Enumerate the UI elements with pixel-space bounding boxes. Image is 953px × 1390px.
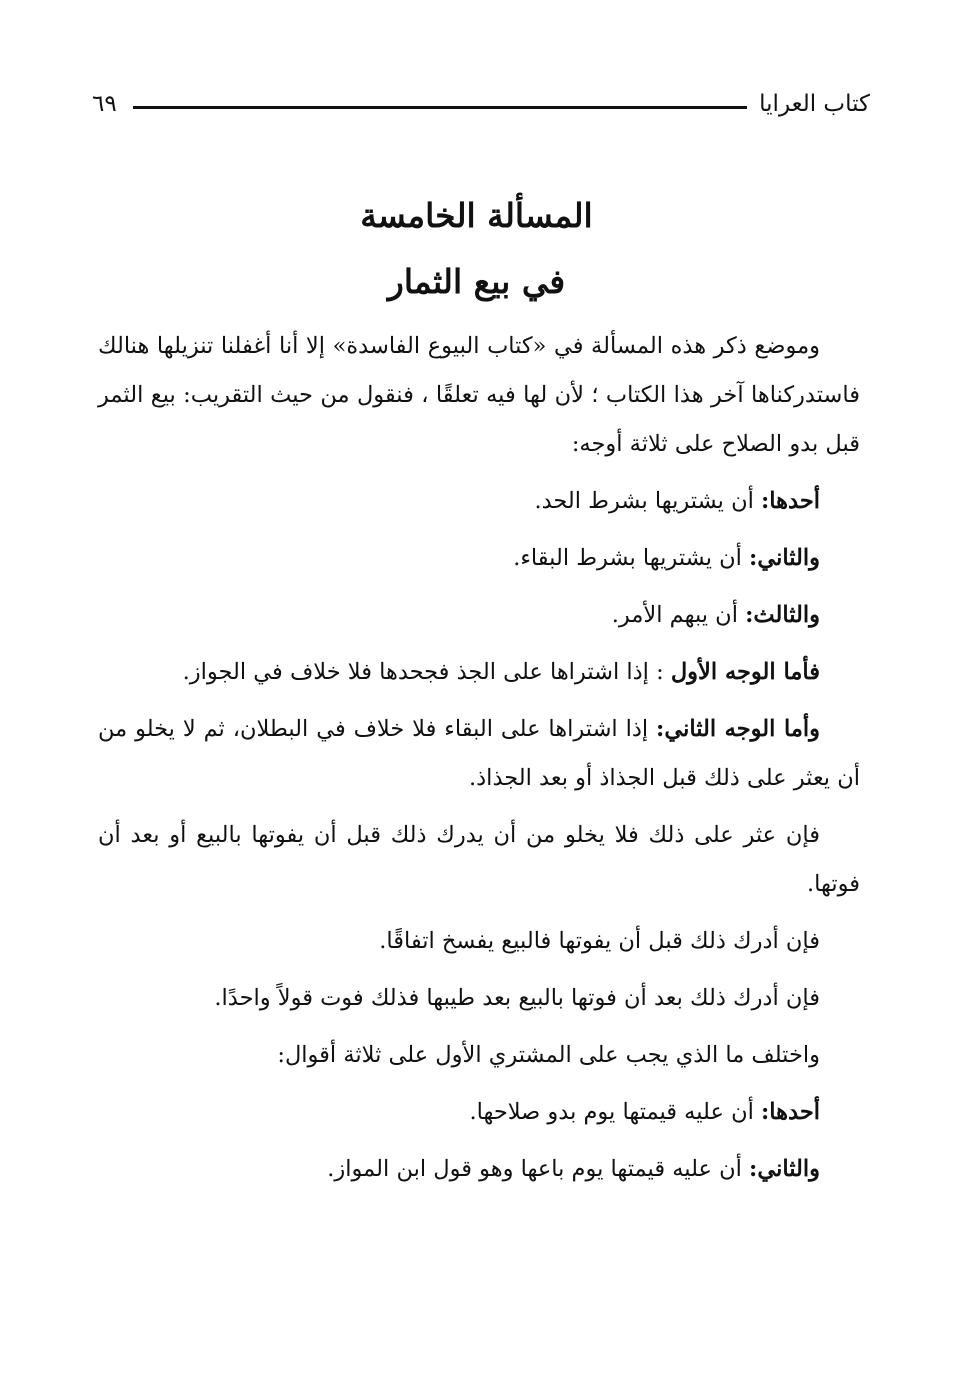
paragraph-lead-term: والثالث: — [745, 602, 820, 628]
paragraph-item — [98, 1088, 860, 1137]
paragraph-text: أن يشتريها بشرط الحد. — [534, 488, 761, 514]
paragraph-text: فإن عثر على ذلك فلا يخلو من أن يدرك ذلك قبل أن يفوتها بالبيع أو بعد أن فوتها. — [98, 822, 860, 897]
paragraph-item — [98, 477, 860, 526]
paragraph-text: فإن أدرك ذلك قبل أن يفوتها فالبيع يفسخ اتفاقًا. — [379, 928, 820, 954]
paragraph-lead-term: والثاني: — [749, 545, 820, 571]
paragraph-text: واختلف ما الذي يجب على المشتري الأول على ثلاثة أقوال: — [277, 1042, 820, 1068]
paragraph-text: وموضع ذكر هذه المسألة في «كتاب البيوع الفاسدة» إلا أنا أغفلنا تنزيلها هنالك فاستدركناها آخر هذا الكتاب ؛ لأن لها فيه تعلقًا ، فنقول من حيث التقريب: بيع الثمر قبل بدو الصلاح على ثلاثة أوجه: — [98, 333, 860, 457]
paragraph-lead-term: فأما الوجه الأول — [670, 659, 820, 685]
paragraph-item — [98, 534, 860, 583]
paragraph-text: أن يبهم الأمر. — [611, 602, 746, 628]
paragraph-text: فإن أدرك ذلك بعد أن فوتها بالبيع بعد طيبها فذلك فوت قولاً واحدًا. — [214, 985, 820, 1011]
paragraph-text: أن عليه قيمتها يوم باعها وهو قول ابن المواز. — [327, 1156, 750, 1182]
running-header — [92, 84, 870, 124]
paragraph-item — [98, 1145, 860, 1194]
paragraph-text: : إذا اشتراها على الجذ فجحدها فلا خلاف في الجواز. — [182, 659, 671, 685]
paragraph-first-case — [98, 648, 860, 697]
paragraph-lead-term: والثاني: — [749, 1156, 820, 1182]
paragraph-text: أن عليه قيمتها يوم بدو صلاحها. — [469, 1099, 761, 1125]
paragraph-dispute — [98, 1031, 860, 1080]
paragraph-lead-term: وأما الوجه الثاني: — [656, 716, 820, 742]
paragraph-text: إذا اشتراها على البقاء فلا خلاف في البطلان، ثم لا يخلو من أن يعثر على ذلك قبل الجذاذ أو بعد الجذاذ. — [98, 716, 860, 791]
body-text — [98, 322, 860, 1202]
header-rule — [133, 106, 747, 109]
paragraph-text: أن يشتريها بشرط البقاء. — [513, 545, 750, 571]
paragraph-condition — [98, 974, 860, 1023]
paragraph-condition — [98, 917, 860, 966]
paragraph-item — [98, 591, 860, 640]
section-title: المسألة الخامسة — [360, 196, 593, 235]
paragraph-intro — [98, 322, 860, 469]
paragraph-second-case — [98, 705, 860, 803]
book-title: كتاب العرايا — [759, 91, 870, 117]
paragraph-condition — [98, 811, 860, 909]
section-subtitle: في بيع الثمار — [387, 262, 566, 301]
page-number: ٦٩ — [92, 91, 117, 117]
paragraph-lead-term: أحدها: — [761, 1099, 820, 1125]
paragraph-lead-term: أحدها: — [761, 488, 820, 514]
